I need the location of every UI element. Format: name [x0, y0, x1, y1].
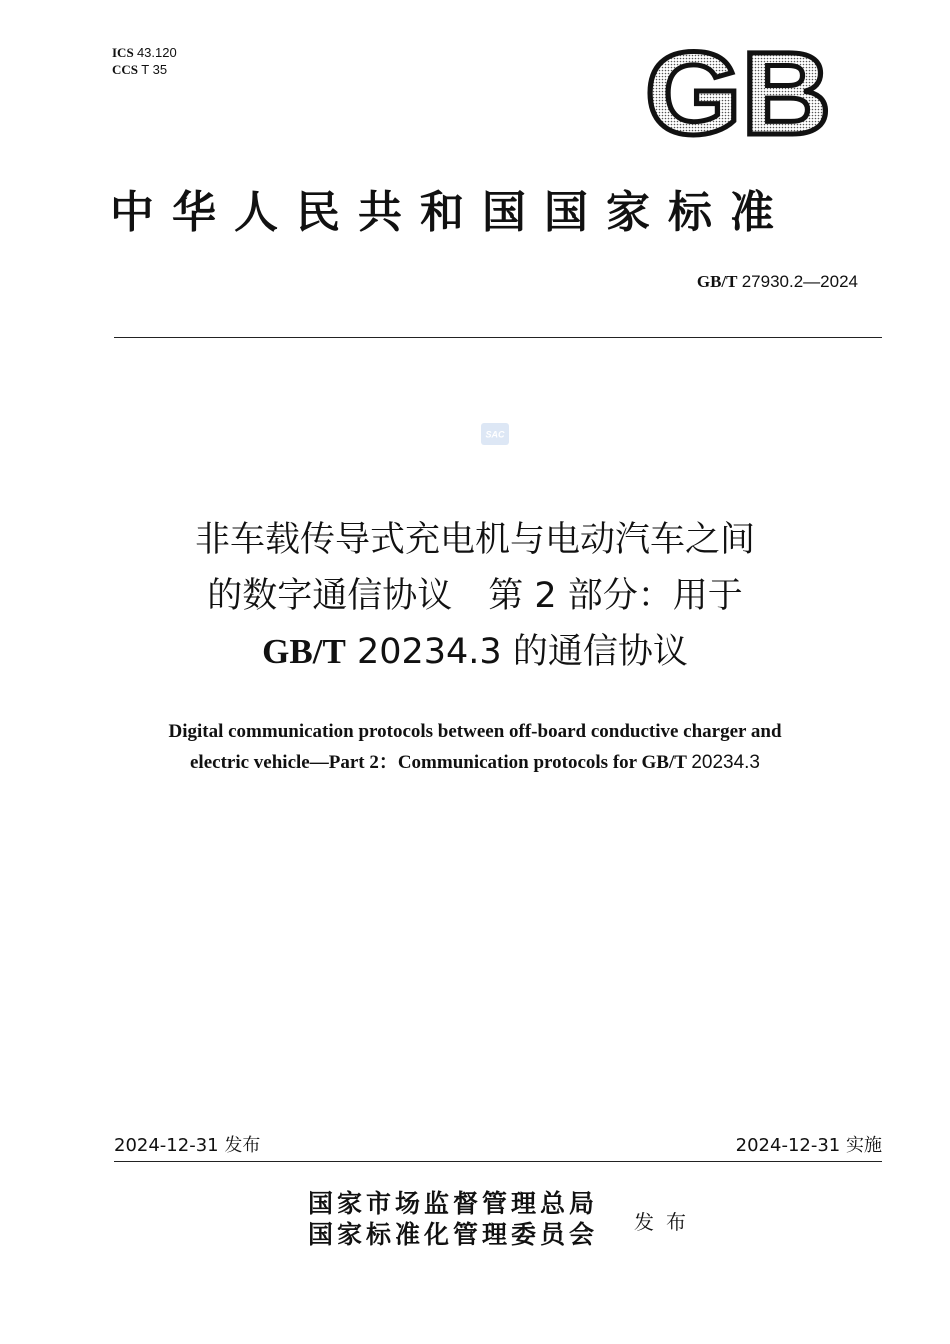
title-cn-line-2b: 第 2 部分：用于: [488, 576, 743, 616]
title-cn-line-2: [60, 568, 890, 624]
title-cn-line-2a: 的数字通信协议: [207, 576, 453, 616]
publish-label: 发布: [634, 1210, 698, 1234]
issue-date: 2024-12-31 发布: [114, 1135, 261, 1156]
standard-number-value: 27930.2—2024: [741, 272, 858, 291]
standard-number-prefix: GB/T: [696, 272, 738, 291]
implementation-date: 2024-12-31 实施: [735, 1135, 882, 1156]
issuer-samr: 国家市场监督管理总局: [308, 1189, 599, 1218]
ccs-label: CCS: [112, 62, 139, 77]
classification-codes: [112, 44, 177, 78]
title-en-line-2: [60, 747, 890, 778]
gb-logo: [643, 48, 833, 142]
ccs-value: T 35: [141, 62, 168, 77]
issuer-sac: 国家标准化管理委员会: [308, 1220, 599, 1249]
ics-code: [112, 44, 177, 61]
title-cn-line-3a: GB/T: [262, 632, 346, 671]
title-cn-line-3b: 20234.3 的通信协议: [356, 632, 688, 672]
title-chinese: [60, 512, 890, 680]
national-standard-title: 中华人民共和国国家标准: [110, 187, 792, 238]
issuing-authorities: [308, 1188, 598, 1250]
title-cn-line-3: [60, 624, 890, 680]
sac-watermark: [481, 423, 509, 445]
title-cn-line-1: 非车载传导式充电机与电动汽车之间: [194, 520, 755, 560]
ics-label: ICS: [112, 45, 134, 60]
title-en-line-1: Digital communication protocols between off-board conductive charger and: [168, 721, 782, 742]
watermark-text: SAC: [485, 429, 505, 440]
top-divider: [114, 337, 882, 338]
gb-logo-letters: GB: [645, 48, 831, 142]
ccs-code: [112, 61, 177, 78]
standard-number: [697, 272, 858, 292]
ics-value: 43.120: [136, 45, 177, 60]
title-en-line-2b: 20234.3: [691, 752, 760, 773]
bottom-divider: [114, 1161, 882, 1162]
title-english: [60, 716, 890, 778]
title-en-line-2a: electric vehicle—Part 2：Communication protocols for GB/T: [190, 752, 687, 773]
